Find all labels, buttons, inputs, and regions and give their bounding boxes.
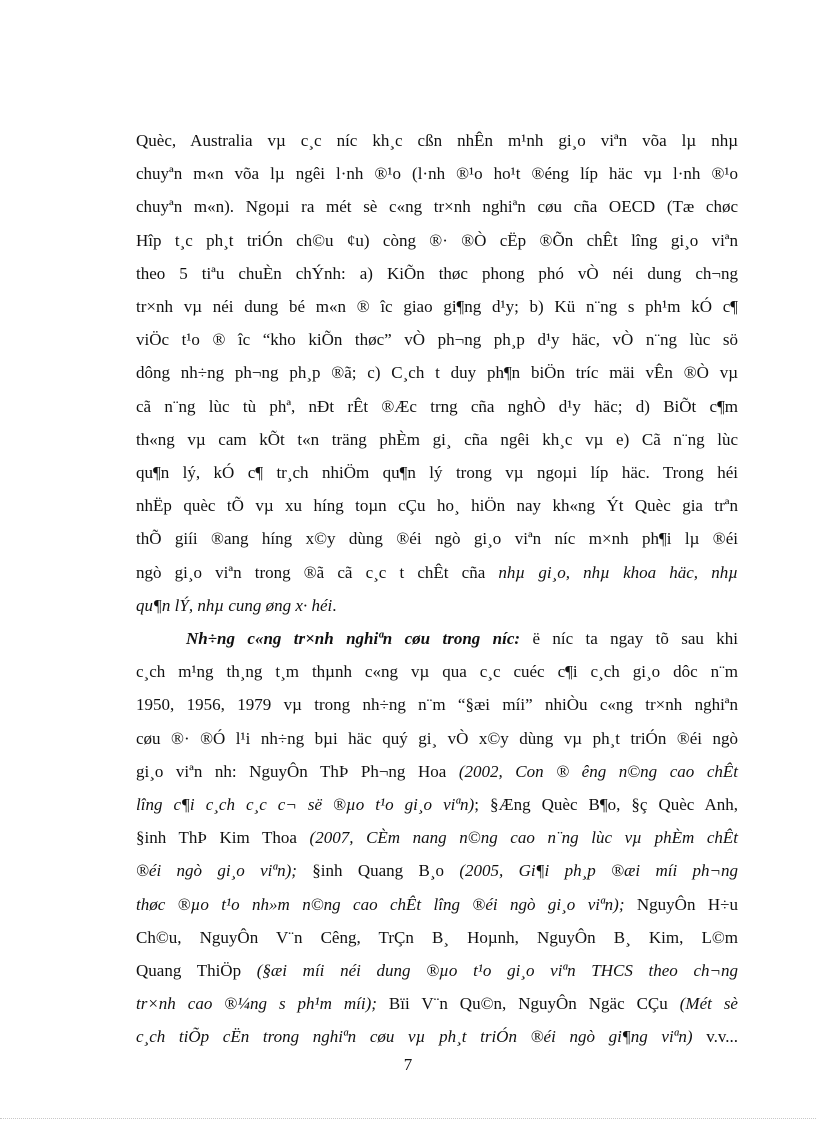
text-segment: theo 5 tiªu chuÈn chÝnh: a) KiÕn thøc phong phó vÒ néi dung ch¬ng [136, 263, 738, 283]
text-segment: tr×nh cao ®¼ng s ph¹m míi); [136, 994, 389, 1014]
text-line [136, 563, 738, 583]
text-line [136, 463, 738, 483]
text-segment: (Mét sè [679, 994, 738, 1014]
text-segment: Hîp t¸c ph¸t triÓn ch©u ¢u) còng ®· ®Ò cËp ®Õn chÊt lîng gi¸o viªn [136, 230, 738, 250]
text-line [136, 430, 738, 450]
text-segment: v.v... [706, 1027, 738, 1047]
text-segment: th«ng vµ cam kÕt t«n träng phÈm gi¸ cña ngêi kh¸c vµ e) Cã n¨ng lùc [136, 429, 738, 449]
text-segment: §inh ThÞ Kim Thoa [136, 828, 310, 848]
text-line [136, 529, 738, 549]
text-segment: gi¸o viªn nh: NguyÔn ThÞ Ph¬ng Hoa [136, 761, 459, 781]
text-segment: thÕ giíi ®ang híng x©y dùng ®éi ngò gi¸o viªn níc m×nh ph¶i lµ ®éi [136, 529, 738, 549]
text-line [136, 895, 738, 915]
text-segment: ë níc ta ngay tõ sau khi [520, 629, 738, 648]
text-segment: ®éi ngò gi¸o viªn); [136, 861, 313, 881]
text-segment: c¸ch tiÕp cËn trong nghiªn cøu vµ ph¸t triÓn ®éi ngò gi¶ng viªn) [136, 1027, 707, 1047]
text-segment: 1950, 1956, 1979 vµ trong nh÷ng n¨m “§æi míi” nhiÒu c«ng tr×nh nghiªn [136, 695, 738, 715]
text-segment: cã n¨ng lùc tù phª, nÐt rÊt ®Æc trng cña nghÒ d¹y häc; d) BiÕt c¶m [136, 396, 738, 416]
text-segment: thøc ®µo t¹o nh»m n©ng cao chÊt lîng ®éi ngò gi¸o viªn); [136, 894, 637, 914]
text-line [136, 131, 738, 151]
text-segment: qu¶n lý, kÓ c¶ tr¸ch nhiÖm qu¶n lý trong vµ ngoµi líp häc. Trong héi [136, 463, 738, 482]
text-segment: Quang ThiÖp [136, 961, 257, 980]
text-line [136, 861, 738, 881]
text-line [136, 662, 738, 682]
text-segment: cøu ®· ®Ó l¹i nh÷ng bµi häc quý gi¸ vÒ x©y dùng vµ ph¸t triÓn ®éi ngò [136, 728, 738, 748]
text-line [136, 297, 738, 317]
text-segment: dông nh÷ng ph¬ng ph¸p ®ã; c) C¸ch t duy ph¶n biÖn tríc mäi vÊn ®Ò vµ [136, 363, 738, 383]
text-line [136, 795, 738, 815]
text-line [136, 363, 738, 383]
text-segment: . [332, 595, 337, 615]
page-number: 7 [403, 1055, 413, 1074]
text-segment: (2005, Gi¶i ph¸p ®æi míi ph¬ng [459, 861, 738, 881]
text-segment: ; §Æng Quèc B¶o, §ç Quèc Anh, [474, 795, 738, 814]
text-segment: c¸ch m¹ng th¸ng t¸m thµnh c«ng vµ qua c¸c cuéc c¶i c¸ch gi¸o dôc n¨m [136, 662, 738, 682]
text-line [136, 330, 738, 350]
text-line [136, 231, 738, 251]
text-line [136, 729, 738, 749]
section-heading-text: Nh÷ng c«ng tr×nh nghiªn cøu trong níc: [186, 629, 521, 648]
text-line [186, 629, 738, 649]
text-line [136, 695, 738, 715]
text-segment: Quèc, Australia vµ c¸c níc kh¸c cßn nhÊn m¹nh gi¸o viªn võa lµ nhµ [136, 131, 738, 150]
text-segment: NguyÔn H÷u [636, 894, 738, 914]
text-segment: (§æi míi néi dung ®µo t¹o gi¸o viªn THCS theo ch¬ng [256, 961, 738, 980]
text-segment: qu¶n lÝ, nhµ cung øng x· héi [136, 595, 333, 615]
text-segment: viÖc t¹o ® îc “kho kiÕn thøc” vÒ ph¬ng ph¸p d¹y häc, vÒ n¨ng lùc sö [136, 330, 738, 350]
text-line [136, 994, 738, 1014]
text-segment: nhµ gi¸o, nhµ khoa häc, nhµ [498, 562, 738, 582]
text-line [136, 264, 738, 284]
text-line [136, 496, 738, 516]
text-line [136, 164, 738, 184]
text-segment: tr×nh vµ néi dung bé m«n ® îc giao gi¶ng d¹y; b) Kü n¨ng s ph¹m kÓ c¶ [136, 297, 738, 316]
text-line [136, 197, 738, 217]
text-line [136, 961, 738, 981]
text-segment: lîng c¶i c¸ch c¸c c¬ së ®µo t¹o gi¸o viªn) [136, 795, 475, 814]
text-segment: Bïi V¨n Qu©n, NguyÔn Ngäc CÇu [388, 994, 680, 1014]
text-segment: nhËp quèc tÕ vµ xu híng toµn cÇu ho¸ hiÖn nay kh«ng Ýt Quèc gia trªn [136, 496, 738, 516]
text-line [136, 397, 738, 417]
text-line [136, 762, 738, 782]
text-line [136, 1027, 738, 1047]
text-line [136, 596, 738, 616]
page-bottom-divider [0, 1118, 816, 1119]
text-segment: chuyªn m«n võa lµ ngêi l·nh ®¹o (l·nh ®¹o ho¹t ®éng líp häc vµ l·nh ®¹o [136, 164, 738, 184]
text-line [136, 928, 738, 948]
text-segment: ngò gi¸o viªn trong ®ã cã c¸c t chÊt cña [136, 562, 499, 582]
text-segment: §inh Quang B¸o [312, 861, 460, 881]
text-line [136, 828, 738, 848]
text-segment: (2007, CÈm nang n©ng cao n¨ng lùc vµ phÈm chÊt [309, 828, 738, 848]
text-segment: Ch©u, NguyÔn V¨n Cêng, TrÇn B¸ Hoµnh, NguyÔn B¸ Kim, L©m [136, 927, 738, 947]
text-segment: chuyªn m«n). Ngoµi ra mét sè c«ng tr×nh nghiªn cøu cña OECD (Tæ chøc [136, 197, 738, 217]
text-segment: (2002, Con ® êng n©ng cao chÊt [458, 761, 738, 781]
